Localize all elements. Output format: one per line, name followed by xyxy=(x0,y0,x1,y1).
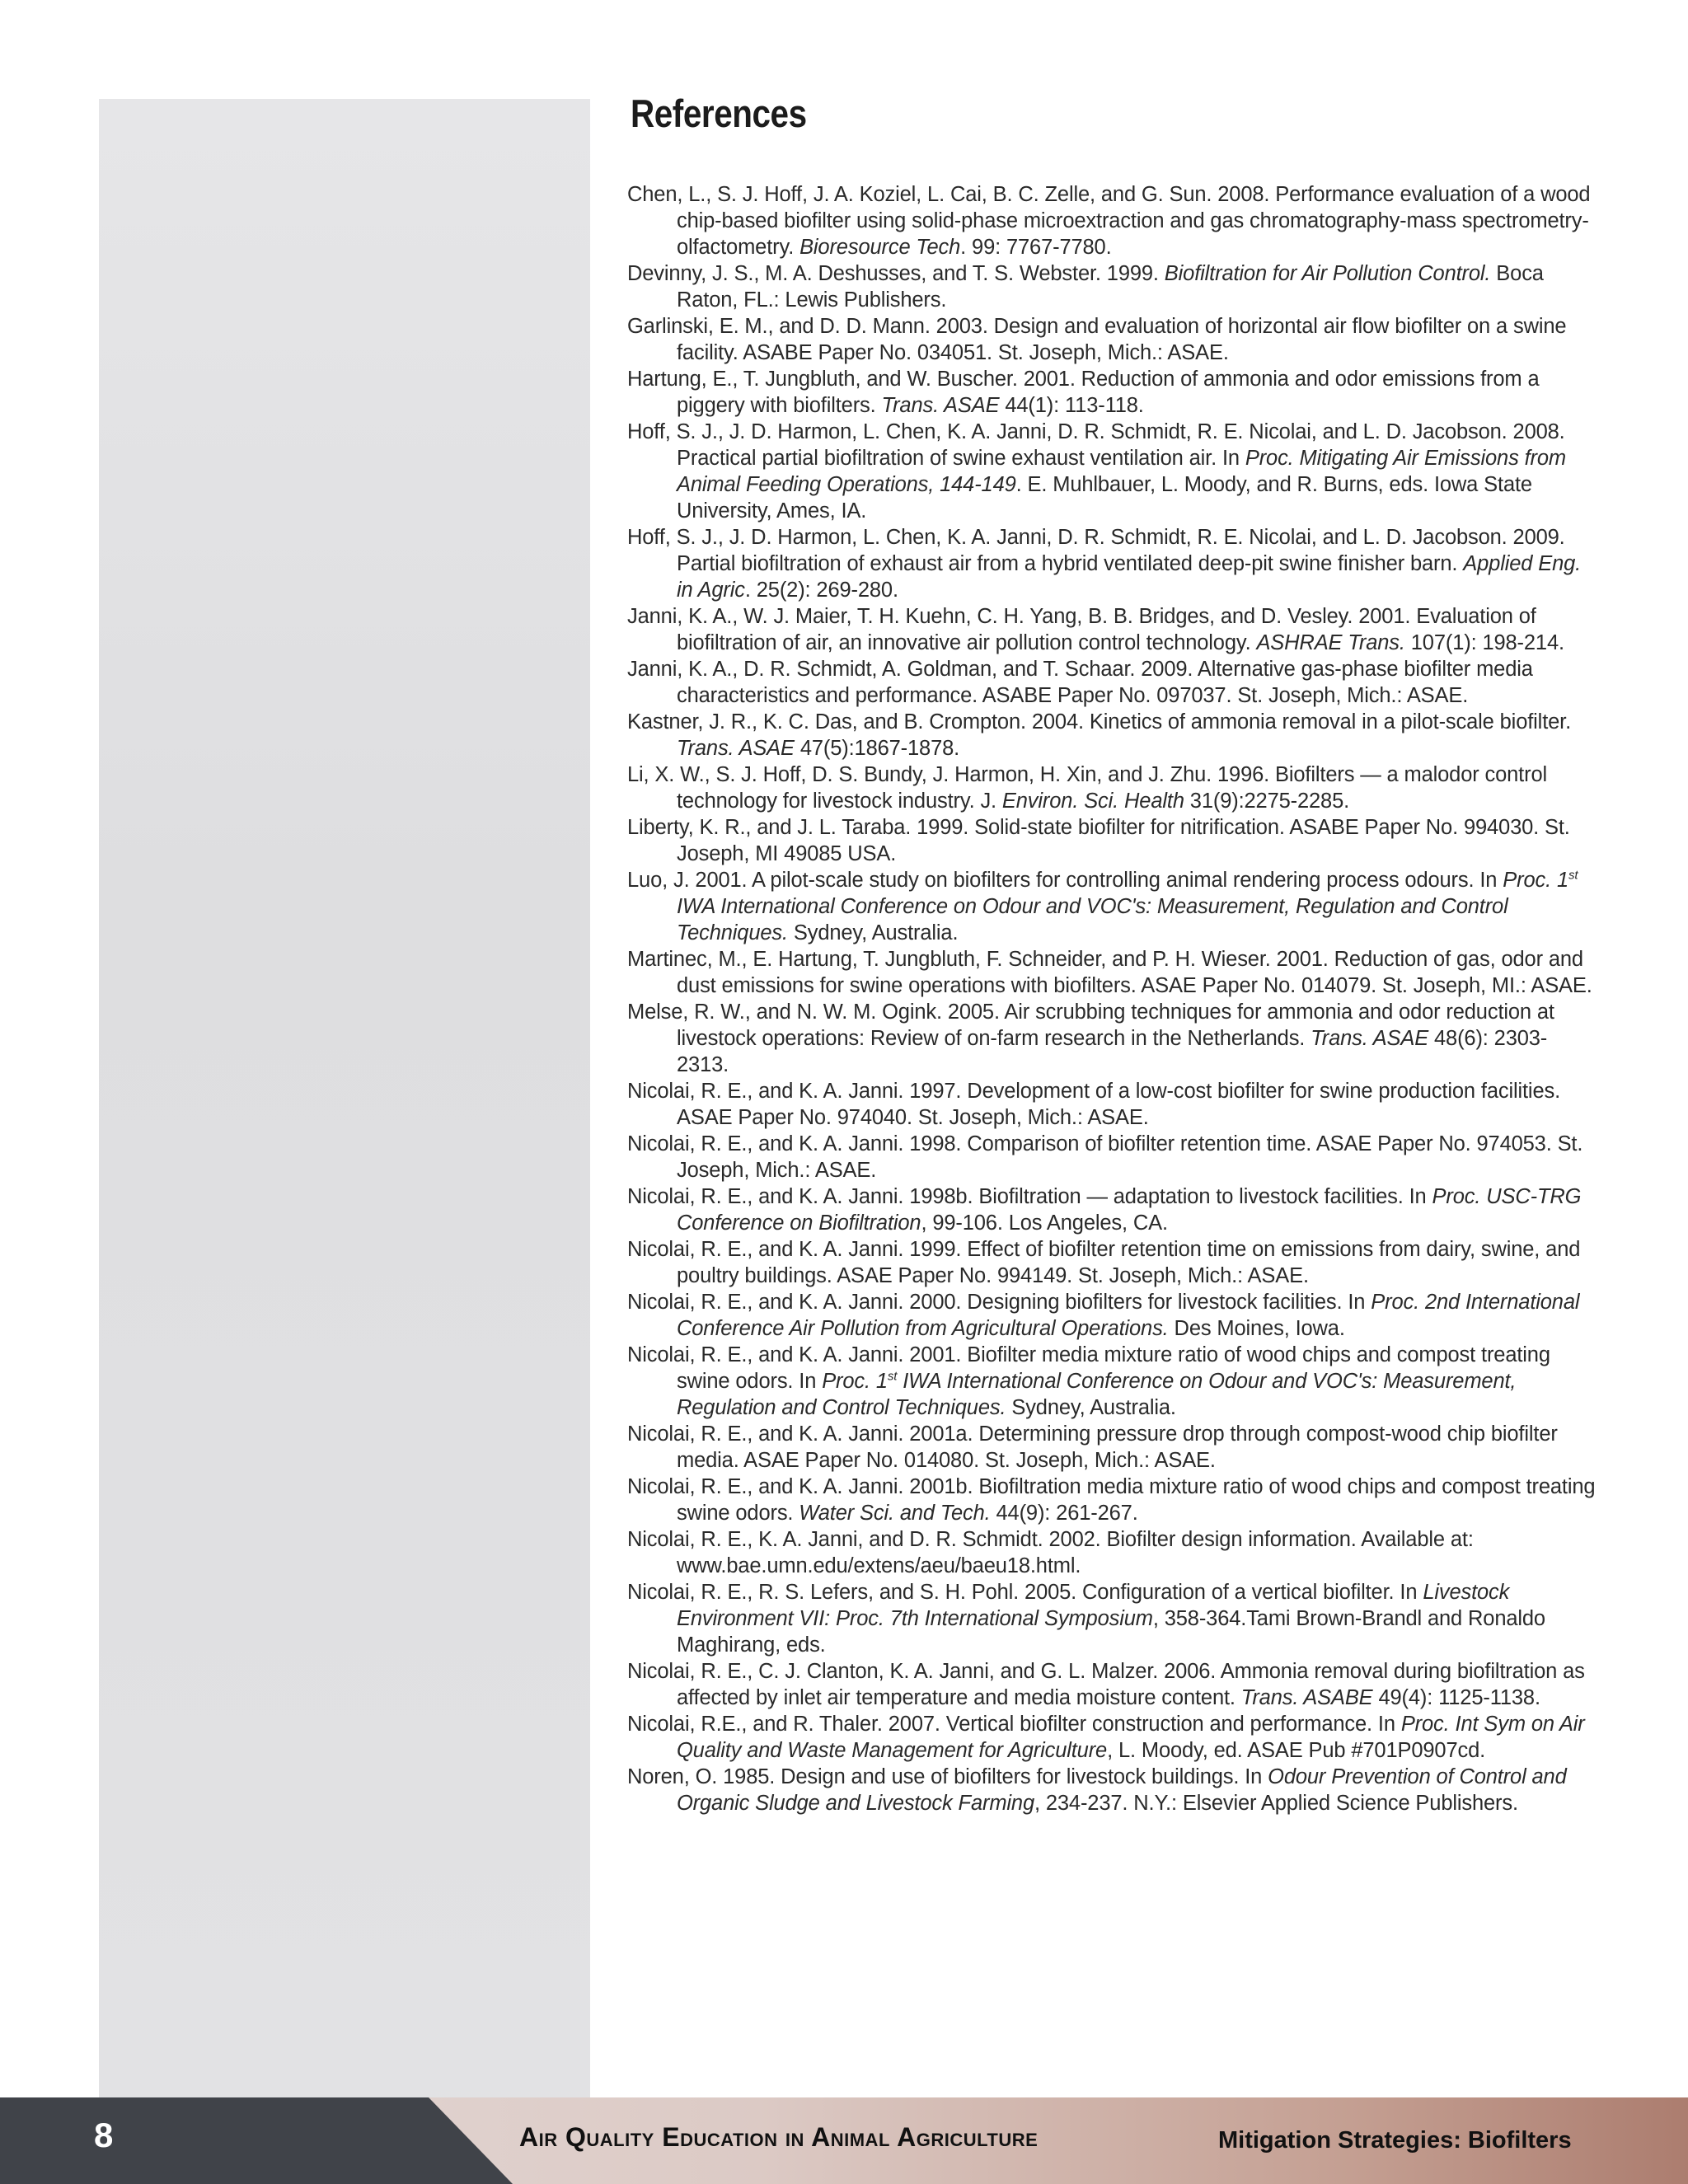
reference-entry xyxy=(627,1474,1596,1526)
reference-italic-text: Proc. 2nd International Conference Air Pollution from Agricultural Operations. xyxy=(677,1291,1580,1340)
reference-entry xyxy=(627,313,1596,366)
reference-italic-text: Livestock Environment VII: Proc. 7th International Symposium xyxy=(677,1581,1510,1630)
reference-text: Garlinski, E. M., and D. D. Mann. 2003. Design and evaluation of horizontal air flow biofilter on a swine facility. ASABE Paper No. 034051. St. Joseph, Mich.: ASAE. xyxy=(627,315,1567,364)
reference-italic-text: Water Sci. and Tech. xyxy=(799,1502,991,1525)
reference-text: 47(5):1867-1878. xyxy=(794,737,960,760)
reference-entry xyxy=(627,1764,1596,1816)
reference-text: , 99-106. Los Angeles, CA. xyxy=(921,1212,1168,1235)
reference-text: , 358-364.Tami Brown-Brandl and Ronaldo Maghirang, eds. xyxy=(677,1607,1545,1657)
main-content xyxy=(627,91,1596,1816)
reference-italic-text: Bioresource Tech xyxy=(799,236,961,259)
reference-italic-text: Trans. ASAE xyxy=(1311,1027,1429,1050)
reference-text: . E. Muhlbauer, L. Moody, and R. Burns, eds. Iowa State University, Ames, IA. xyxy=(677,473,1532,523)
reference-text: Hartung, E., T. Jungbluth, and W. Buscher. 2001. Reduction of ammonia and odor emissions from a piggery with biofilters. xyxy=(627,368,1540,417)
reference-entry xyxy=(627,1183,1596,1236)
page-number: 8 xyxy=(94,2116,114,2154)
reference-italic-text: Trans. ASABE xyxy=(1240,1686,1373,1709)
reference-text: Luo, J. 2001. A pilot-scale study on biofilters for controlling animal rendering process odours. In xyxy=(627,869,1503,892)
page-title: References xyxy=(631,91,807,135)
reference-entry xyxy=(627,946,1596,999)
reference-entry xyxy=(627,1658,1596,1711)
reference-entry xyxy=(627,762,1596,814)
reference-text: . 99: 7767-7780. xyxy=(960,236,1112,259)
reference-italic-text: IWA International Conference on Odour and VOC's: Measurement, Regulation and Control Techniques. xyxy=(677,895,1508,944)
reference-italic-text: Odour Prevention of Control and Organic Sludge and Livestock Farming xyxy=(677,1765,1567,1815)
reference-text: Li, X. W., S. J. Hoff, D. S. Bundy, J. Harmon, H. Xin, and J. Zhu. 1996. Biofilters — a malodor control technology for livestock industry. J. xyxy=(627,763,1547,813)
reference-entry xyxy=(627,419,1596,524)
reference-text: Devinny, J. S., M. A. Deshusses, and T. S. Webster. 1999. xyxy=(627,262,1165,285)
reference-text: Nicolai, R. E., and K. A. Janni. 1999. Effect of biofilter retention time on emissions from dairy, swine, and poultry buildings. ASAE Paper No. 994149. St. Joseph, Mich.: ASAE. xyxy=(627,1238,1581,1287)
reference-text: Hoff, S. J., J. D. Harmon, L. Chen, K. A. Janni, D. R. Schmidt, R. E. Nicolai, and L. D. Jacobson. 2008. Practical partial biofiltration of swine exhaust ventilation air. In xyxy=(627,420,1565,470)
reference-italic-text: Applied Eng. in Agric xyxy=(677,552,1582,602)
reference-italic-text: Proc. USC-TRG Conference on Biofiltration xyxy=(677,1185,1582,1235)
reference-entry xyxy=(627,1711,1596,1764)
reference-text: 31(9):2275-2285. xyxy=(1184,790,1350,813)
reference-entry xyxy=(627,1078,1596,1131)
reference-entry xyxy=(627,1342,1596,1421)
reference-text: Nicolai, R. E., and K. A. Janni. 1998b. Biofiltration — adaptation to livestock facilities. In xyxy=(627,1185,1432,1208)
reference-text: Nicolai, R. E., and K. A. Janni. 2001a. Determining pressure drop through compost-wood chip biofilter media. ASAE Paper No. 014080. St. Joseph, Mich.: ASAE. xyxy=(627,1422,1558,1472)
reference-text: Nicolai, R. E., R. S. Lefers, and S. H. Pohl. 2005. Configuration of a vertical biofilter. In xyxy=(627,1581,1423,1604)
footer-title xyxy=(519,2122,1038,2153)
reference-text: Des Moines, Iowa. xyxy=(1168,1317,1345,1340)
reference-entry xyxy=(627,1289,1596,1342)
reference-entry xyxy=(627,1526,1596,1579)
reference-text: Noren, O. 1985. Design and use of biofilters for livestock buildings. In xyxy=(627,1765,1268,1788)
reference-entry xyxy=(627,999,1596,1078)
reference-entry xyxy=(627,656,1596,709)
reference-text: 48(6): 2303-2313. xyxy=(677,1027,1548,1076)
reference-italic-text: Proc. Int Sym on Air Quality and Waste Management for Agriculture xyxy=(677,1713,1585,1762)
reference-text: , L. Moody, ed. ASAE Pub #701P0907cd. xyxy=(1107,1739,1486,1762)
reference-text: Hoff, S. J., J. D. Harmon, L. Chen, K. A. Janni, D. R. Schmidt, R. E. Nicolai, and L. D. Jacobson. 2009. Partial biofiltration of exhaust air from a hybrid ventilated deep-pit swine finisher barn. xyxy=(627,526,1565,575)
reference-italic-text: Proc. 1 xyxy=(822,1370,888,1393)
reference-list xyxy=(627,181,1596,1816)
reference-italic-text: st xyxy=(1568,868,1578,883)
reference-entry xyxy=(627,181,1596,260)
footer-title-text: Air Quality Education in Animal Agriculture xyxy=(519,2122,1039,2152)
reference-text: Boca Raton, FL.: Lewis Publishers. xyxy=(677,262,1544,312)
reference-entry xyxy=(627,1421,1596,1474)
reference-text: Liberty, K. R., and J. L. Taraba. 1999. Solid-state biofilter for nitrification. ASABE Paper No. 994030. St. Joseph, MI 49085 USA. xyxy=(627,816,1570,865)
reference-text: Janni, K. A., W. J. Maier, T. H. Kuehn, C. H. Yang, B. B. Bridges, and D. Vesley. 2001. Evaluation of biofiltration of air, an innovative air pollution control technology. xyxy=(627,605,1536,654)
reference-text: Nicolai, R. E., and K. A. Janni. 1997. Development of a low-cost biofilter for swine production facilities. ASAE Paper No. 974040. St. Joseph, Mich.: ASAE. xyxy=(627,1080,1561,1129)
reference-text: Nicolai, R. E., and K. A. Janni. 2001b. Biofiltration media mixture ratio of wood chips and compost treating swine odors. xyxy=(627,1475,1596,1525)
reference-text: Sydney, Australia. xyxy=(787,921,959,944)
reference-italic-text: ASHRAE Trans. xyxy=(1256,631,1405,654)
reference-text: Janni, K. A., D. R. Schmidt, A. Goldman, and T. Schaar. 2009. Alternative gas-phase biofilter media characteristics and performance. ASABE Paper No. 097037. St. Joseph, Mich.: ASAE. xyxy=(627,658,1533,707)
reference-text: Nicolai, R. E., and K. A. Janni. 2000. Designing biofilters for livestock facilities. In xyxy=(627,1291,1372,1314)
reference-italic-text: st xyxy=(887,1369,898,1384)
reference-text: 49(4): 1125-1138. xyxy=(1372,1686,1540,1709)
reference-text: 44(9): 261-267. xyxy=(990,1502,1138,1525)
reference-entry xyxy=(627,1236,1596,1289)
reference-text: Kastner, J. R., K. C. Das, and B. Crompton. 2004. Kinetics of ammonia removal in a pilot-scale biofilter. xyxy=(627,710,1572,733)
reference-text: Nicolai, R. E., and K. A. Janni. 2001. Biofilter media mixture ratio of wood chips and compost treating swine odors. In xyxy=(627,1343,1550,1393)
reference-entry xyxy=(627,260,1596,313)
reference-text: Nicolai, R.E., and R. Thaler. 2007. Vertical biofilter construction and performance. In xyxy=(627,1713,1401,1736)
reference-text: 44(1): 113-118. xyxy=(999,394,1144,417)
reference-text: , 234-237. N.Y.: Elsevier Applied Science Publishers. xyxy=(1034,1792,1518,1815)
reference-entry xyxy=(627,709,1596,762)
reference-entry xyxy=(627,814,1596,867)
reference-text: Martinec, M., E. Hartung, T. Jungbluth, F. Schneider, and P. H. Wieser. 2001. Reduction of gas, odor and dust emissions for swine operations with biofilters. ASAE Paper No. 014079. St. Joseph, MI.: ASAE. xyxy=(627,948,1592,997)
footer-subtitle: Mitigation Strategies: Biofilters xyxy=(1218,2127,1572,2154)
page-footer xyxy=(0,2097,1688,2184)
reference-italic-text: Trans. ASAE xyxy=(677,737,795,760)
reference-italic-text: Biofiltration for Air Pollution Control. xyxy=(1164,262,1491,285)
reference-entry xyxy=(627,524,1596,603)
reference-entry xyxy=(627,1131,1596,1183)
reference-text: . 25(2): 269-280. xyxy=(744,579,898,602)
footer-dark-band xyxy=(0,2097,513,2184)
reference-italic-text: IWA International Conference on Odour and VOC's: Measurement, Regulation and Control Techniques. xyxy=(677,1370,1517,1419)
reference-text: Nicolai, R. E., and K. A. Janni. 1998. Comparison of biofilter retention time. ASAE Paper No. 974053. St. Joseph, Mich.: ASAE. xyxy=(627,1132,1583,1182)
reference-text: Sydney, Australia. xyxy=(1006,1396,1176,1419)
reference-text: 107(1): 198-214. xyxy=(1404,631,1564,654)
reference-italic-text: Proc. Mitigating Air Emissions from Animal Feeding Operations, 144-149 xyxy=(677,447,1566,496)
reference-entry xyxy=(627,366,1596,419)
reference-italic-text: Proc. 1 xyxy=(1503,869,1568,892)
reference-text: Nicolai, R. E., K. A. Janni, and D. R. Schmidt. 2002. Biofilter design information. Available at: www.bae.umn.edu/extens/aeu/baeu18.html. xyxy=(627,1528,1474,1577)
reference-entry xyxy=(627,867,1596,946)
reference-italic-text: Trans. ASAE xyxy=(881,394,1000,417)
reference-italic-text: Environ. Sci. Health xyxy=(1001,790,1184,813)
sidebar-panel xyxy=(99,99,590,2097)
reference-entry xyxy=(627,1579,1596,1658)
reference-entry xyxy=(627,603,1596,656)
reference-text: Chen, L., S. J. Hoff, J. A. Koziel, L. Cai, B. C. Zelle, and G. Sun. 2008. Performance evaluation of a wood chip-based biofilter using solid-phase microextraction and gas chromatography-mass spectrometry-olfactometry. xyxy=(627,183,1591,259)
reference-text: Nicolai, R. E., C. J. Clanton, K. A. Janni, and G. L. Malzer. 2006. Ammonia removal during biofiltration as affected by inlet air temperature and media moisture content. xyxy=(627,1660,1585,1709)
reference-text: Melse, R. W., and N. W. M. Ogink. 2005. Air scrubbing techniques for ammonia and odor reduction at livestock operations: Review of on-farm research in the Netherlands. xyxy=(627,1001,1554,1050)
